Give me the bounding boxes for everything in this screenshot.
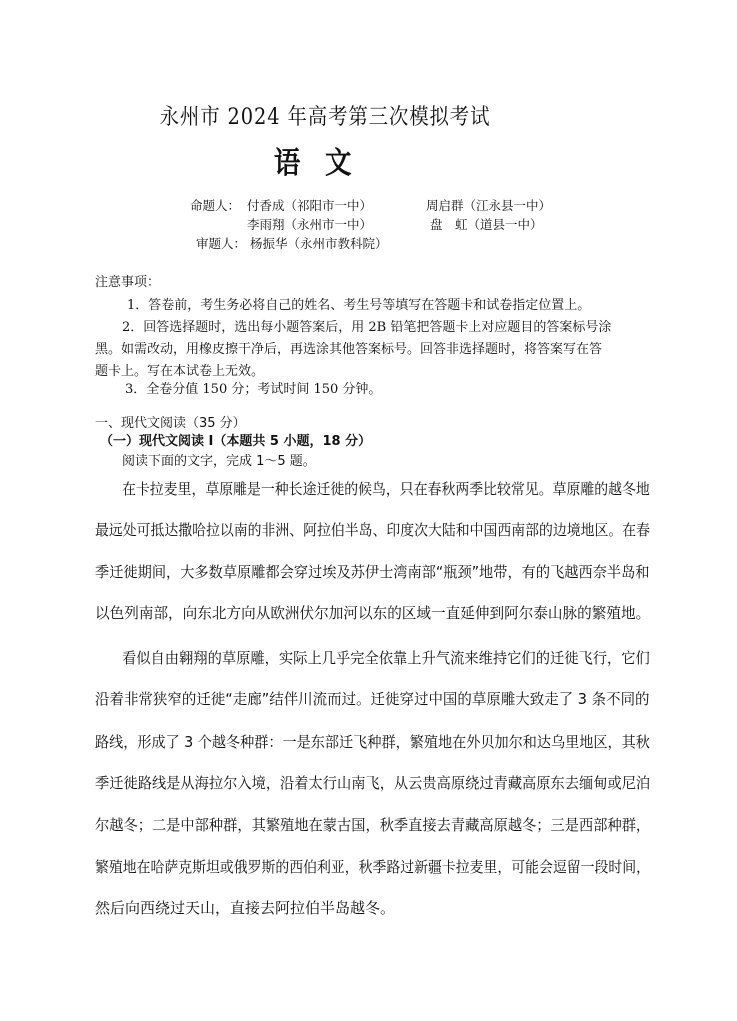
- setter-name: 李雨翔（永州市一中）: [247, 217, 373, 232]
- passage-line: 季迁徙期间，大多数草原雕都会穿过埃及苏伊士湾南部“瓶颈”地带，有的飞越西奈半岛和: [95, 563, 650, 581]
- section-heading: 一、现代文阅读（35 分）: [95, 416, 246, 431]
- passage-line: 路线，形成了 3 个越冬种群：一是东部迁飞种群，繁殖地在外贝加尔和达乌里地区，其秋: [95, 733, 650, 751]
- setter-name: 周启群（江永县一中）: [426, 198, 552, 213]
- exam-title: 永州市 2024 年高考第三次模拟考试: [159, 105, 491, 130]
- notice-item: 2．回答选择题时，选出每小题答案后，用 2B 铅笔把答题卡上对应题目的答案标号涂: [122, 320, 612, 335]
- notice-item: 1．答卷前，考生务必将自己的姓名、考生号等填写在答题卡和试卷指定位置上。: [127, 298, 591, 313]
- passage-line: 季迁徙路线是从海拉尔入境，沿着太行山南飞，从云贵高原绕过青藏高原东去缅甸或尼泊: [95, 774, 651, 792]
- setter-name: 盘 虹（道县一中）: [430, 217, 543, 232]
- setter-name: 付香成（祁阳市一中）: [247, 198, 373, 213]
- passage-line: 尔越冬；二是中部种群，其繁殖地在蒙古国，秋季直接去青藏高原越冬；三是西部种群，: [95, 816, 651, 834]
- passage-line: 沿着非常狭窄的迁徙“走廊”结伴川流而过。迁徙穿过中国的草原雕大致走了 3 条不同的: [95, 690, 650, 708]
- notice-item: 3．全卷分值 150 分；考试时间 150 分钟。: [125, 382, 382, 397]
- passage-line: 繁殖地在哈萨克斯坦或俄罗斯的西伯利亚，秋季路过新疆卡拉麦里，可能会逗留一段时间，: [95, 858, 651, 876]
- passage-line: 以色列南部，向东北方向从欧洲伏尔加河以东的区域一直延伸到阿尔泰山脉的繁殖地。: [95, 604, 651, 622]
- notice-item-continuation: 黑。如需改动，用橡皮擦干净后，再选涂其他答案标号。回答非选择题时，将答案写在答: [95, 342, 603, 357]
- reviewer-label: 审题人：: [196, 236, 247, 251]
- passage-line: 最远处可抵达撒哈拉以南的非洲、阿拉伯半岛、印度次大陆和中国西南部的边境地区。在春: [95, 521, 651, 539]
- setters-label: 命题人：: [190, 198, 241, 213]
- subsection-heading: （一）现代文阅读 I（本题共 5 小题，18 分）: [100, 434, 372, 449]
- reading-instruction: 阅读下面的文字，完成 1～5 题。: [122, 454, 316, 469]
- notice-title: 注意事项：: [95, 275, 161, 290]
- reviewer-name: 杨振华（永州市教科院）: [250, 236, 388, 251]
- notice-item-continuation: 题卡上。写在本试卷上无效。: [95, 364, 265, 379]
- subject-title: 语文: [273, 146, 377, 181]
- passage-line: 然后向西绕过天山，直接去阿拉伯半岛越冬。: [95, 899, 396, 917]
- passage-line: 在卡拉麦里，草原雕是一种长途迁徙的候鸟，只在春秋两季比较常见。草原雕的越冬地: [122, 480, 650, 498]
- passage-line: 看似自由翱翔的草原雕，实际上几乎完全依靠上升气流来维持它们的迁徙飞行，它们: [122, 649, 650, 667]
